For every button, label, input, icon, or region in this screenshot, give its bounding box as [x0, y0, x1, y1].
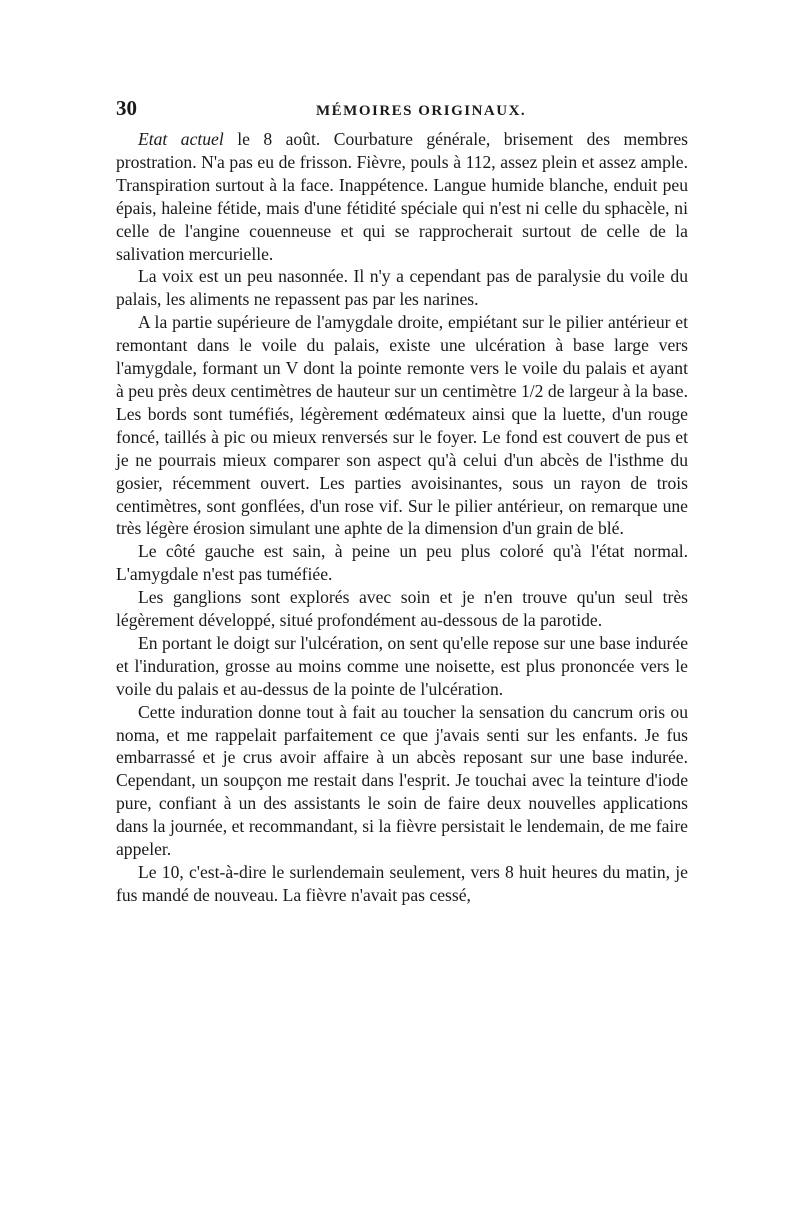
paragraph: Cette induration donne tout à fait au toucher la sensation du cancrum oris ou noma, et me rappelait parfaitement ce que j'avais senti sur les enfants. Je fus embarrassé et je crus avoir affaire à un abcès reposant sur une base indurée. Cependant, un soupçon me restait dans l'esprit. Je touchai avec la teinture d'iode pure, confiant à un des assistants le soin de faire deux nouvelles applications dans la journée, et recommandant, si la fièvre persistait le lendemain, de me faire appeler. — [116, 701, 688, 860]
running-title: MÉMOIRES ORIGINAUX. — [316, 103, 527, 119]
paragraph: La voix est un peu nasonnée. Il n'y a cependant pas de paralysie du voile du palais, les aliments ne repassent pas par les narines. — [116, 266, 688, 310]
paragraph — [116, 128, 688, 265]
paragraph: Le côté gauche est sain, à peine un peu plus coloré qu'à l'état normal. L'amygdale n'est pas tuméfiée. — [116, 541, 688, 585]
page-number: 30 — [116, 96, 137, 120]
page-header — [116, 96, 688, 126]
body-text — [116, 128, 688, 907]
paragraph: En portant le doigt sur l'ulcération, on sent qu'elle repose sur une base indurée et l'induration, grosse au moins comme une noisette, est plus prononcée vers le voile du palais et au-dessus de la pointe de l'ulcération. — [116, 632, 688, 699]
paragraph: A la partie supérieure de l'amygdale droite, empiétant sur le pilier antérieur et remontant dans le voile du palais, existe une ulcération à base large vers l'amygdale, formant un V dont la pointe remonte vers le voile du palais et ayant à peu près deux centimètres de hauteur sur un centimètre 1/2 de largeur à la base. Les bords sont tuméfiés, légèrement œdémateux ainsi que la luette, d'un rouge foncé, taillés à pic ou mieux renversés sur le foyer. Le fond est couvert de pus et je ne pourrais mieux comparer son aspect qu'à celui d'un abcès de l'isthme du gosier, récemment ouvert. Les parties avoisinantes, sous un rayon de trois centimètres, sont gonflées, d'un rose vif. Sur le pilier antérieur, on remarque une très légère érosion simulant une aphte de la dimension d'un grain de blé. — [116, 312, 688, 539]
paragraph: Le 10, c'est-à-dire le surlendemain seulement, vers 8 huit heures du matin, je fus mandé de nouveau. La fièvre n'avait pas cessé, — [116, 862, 688, 905]
paragraph-text: le 8 août. Courbature générale, brisement des membres prostration. N'a pas eu de frisson. Fièvre, pouls à 112, assez plein et assez ample. Transpiration surtout à la face. Inappétence. Langue humide blanche, enduit peu épais, haleine fétide, mais d'une fétidité spéciale qui n'est ni celle du sphacèle, ni celle de l'angine couenneuse et qui se rapprocherait surtout de celle de la salivation mercurielle. — [116, 129, 688, 264]
paragraph-lead: Etat actuel — [138, 129, 224, 149]
paragraph: Les ganglions sont explorés avec soin et je n'en trouve qu'un seul très légèrement développé, situé profondément au-dessous de la parotide. — [116, 587, 688, 631]
